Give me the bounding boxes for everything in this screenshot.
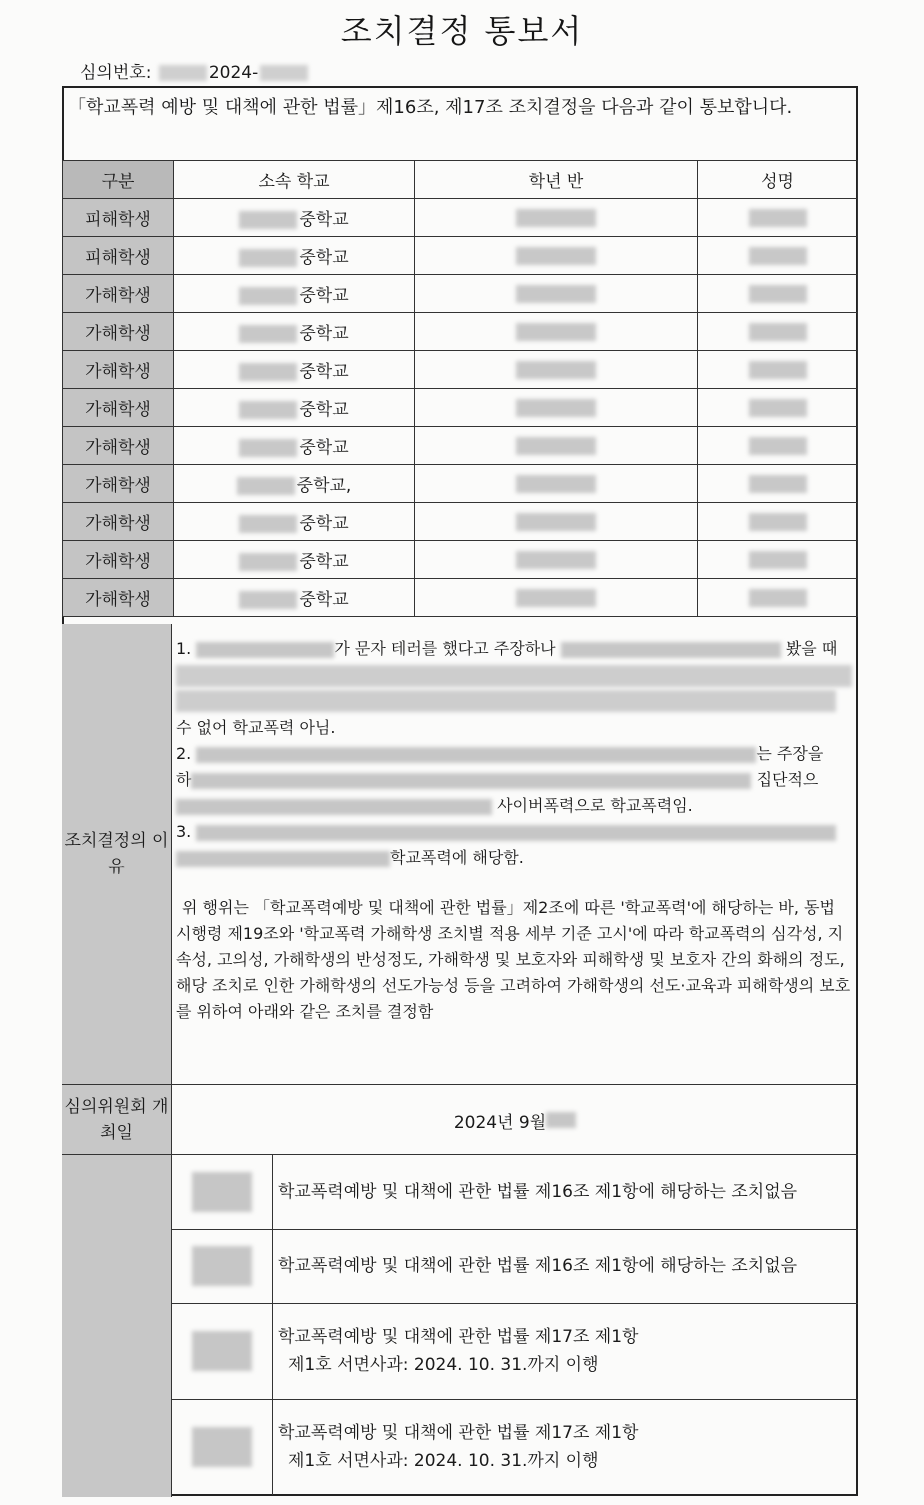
reason-item-2c xyxy=(176,793,852,819)
school-text: 중학교 xyxy=(299,438,349,458)
grade-cell xyxy=(415,389,698,427)
meeting-date xyxy=(172,1085,858,1155)
table-row xyxy=(63,237,858,275)
redacted-region xyxy=(192,1172,252,1212)
table-row xyxy=(63,313,858,351)
reason-item-2 xyxy=(176,741,852,767)
intro-text: 「학교폭력 예방 및 대책에 관한 법률」제16조, 제17조 조치결정을 다음과 같이 통보합니다. xyxy=(68,97,793,118)
redacted-region xyxy=(749,209,807,227)
school-text: 중학교 xyxy=(299,514,349,534)
category-cell: 가해학생 xyxy=(63,313,174,351)
meeting-label: 심의위원회 개최일 xyxy=(62,1085,172,1155)
name-cell xyxy=(698,199,858,237)
redacted-region xyxy=(749,437,807,455)
school-text: 중학교 xyxy=(299,552,349,572)
redacted-region xyxy=(239,515,297,533)
redacted-region xyxy=(196,825,836,841)
name-cell xyxy=(698,541,858,579)
redacted-region xyxy=(516,247,596,265)
measure-text xyxy=(278,1303,852,1399)
category-cell: 피해학생 xyxy=(63,237,174,275)
redacted-region xyxy=(516,209,596,227)
category-cell: 가해학생 xyxy=(63,465,174,503)
grade-cell xyxy=(415,199,698,237)
reason-text: 사이버폭력으로 학교폭력임. xyxy=(497,796,693,815)
redacted-region xyxy=(749,399,807,417)
name-cell xyxy=(698,351,858,389)
redacted-region xyxy=(176,665,852,687)
redacted-region xyxy=(749,323,807,341)
redacted-region xyxy=(196,642,334,658)
redacted-region xyxy=(561,642,781,658)
category-cell: 가해학생 xyxy=(63,427,174,465)
redacted-region xyxy=(239,363,297,381)
redacted-region xyxy=(239,439,297,457)
meeting-section xyxy=(62,1084,858,1155)
school-cell xyxy=(174,199,415,237)
school-cell xyxy=(174,465,415,503)
grade-cell xyxy=(415,503,698,541)
measure-text xyxy=(278,1155,852,1229)
measures-section xyxy=(62,1154,858,1497)
category-cell: 가해학생 xyxy=(63,503,174,541)
name-cell xyxy=(698,579,858,617)
redacted-region xyxy=(516,285,596,303)
school-text: 중학교 xyxy=(299,362,349,382)
table-row xyxy=(63,503,858,541)
redacted-region xyxy=(516,399,596,417)
redacted-region xyxy=(546,1112,576,1128)
school-text: 중학교 xyxy=(299,590,349,610)
name-cell xyxy=(698,389,858,427)
reason-summary: 위 행위는 「학교폭력예방 및 대책에 관한 법률」제2조에 따른 '학교폭력'에 해당하는 바, 동법 시행령 제19조와 '학교폭력 가해학생 조치별 적용 세부 기준 고시'에 따라 학교폭력의 심각성, 지속성, 고의성, 가해학생의 반성정도, 가해학생 및 보호자와 피해학생 및 보호자 간의 화해의 정도, 해당 조치로 인한 가해학생의 선도가능성 등을 고려하여 가해학생의 선도·교육과 피해학생의 보호를 위하여 아래와 같은 조치를 결정함 xyxy=(176,898,851,1021)
redacted-region xyxy=(516,323,596,341)
name-cell xyxy=(698,237,858,275)
redacted-region xyxy=(239,591,297,609)
redacted-region xyxy=(749,247,807,265)
header-school: 소속 학교 xyxy=(174,161,415,199)
redacted-region xyxy=(196,747,756,763)
grade-cell xyxy=(415,351,698,389)
table-row xyxy=(63,579,858,617)
docno-value: 2024- xyxy=(208,63,259,83)
redacted-region xyxy=(176,851,390,867)
category-cell: 가해학생 xyxy=(63,351,174,389)
reason-text: 봤을 때 xyxy=(785,639,838,658)
redacted-region xyxy=(239,249,297,267)
table-row xyxy=(63,351,858,389)
redacted-region xyxy=(516,475,596,493)
reason-text: 가 문자 테러를 했다고 주장하나 xyxy=(334,639,556,658)
grade-cell xyxy=(415,313,698,351)
measure-line: 학교폭력예방 및 대책에 관한 법률 제17조 제1항 xyxy=(278,1423,639,1443)
reason-text: 하 xyxy=(176,770,192,789)
name-cell xyxy=(698,465,858,503)
measure-row xyxy=(172,1399,858,1495)
redacted-region xyxy=(239,325,297,343)
school-text: 중학교 xyxy=(299,286,349,306)
school-cell xyxy=(174,427,415,465)
school-cell xyxy=(174,389,415,427)
school-text: 중학교 xyxy=(299,210,349,230)
redacted-region xyxy=(239,401,297,419)
school-cell xyxy=(174,351,415,389)
measure-line: 학교폭력예방 및 대책에 관한 법률 제16조 제1항에 해당하는 조치없음 xyxy=(278,1182,798,1202)
redacted-region xyxy=(749,589,807,607)
measure-line: 학교폭력예방 및 대책에 관한 법률 제17조 제1항 xyxy=(278,1327,639,1347)
redacted-region xyxy=(749,551,807,569)
redacted-region xyxy=(749,285,807,303)
measure-line: 학교폭력예방 및 대책에 관한 법률 제16조 제1항에 해당하는 조치없음 xyxy=(278,1256,798,1276)
grade-cell xyxy=(415,275,698,313)
measure-text xyxy=(278,1399,852,1495)
grade-cell xyxy=(415,427,698,465)
school-text: 중학교 xyxy=(299,400,349,420)
student-cell xyxy=(172,1229,273,1303)
reason-section xyxy=(62,624,858,1084)
redacted-region xyxy=(749,475,807,493)
measures-label xyxy=(62,1155,172,1497)
category-cell: 피해학생 xyxy=(63,199,174,237)
category-cell: 가해학생 xyxy=(63,579,174,617)
reason-item-2b xyxy=(176,767,852,793)
redacted-region xyxy=(191,773,751,789)
item-number: 3. xyxy=(176,822,192,841)
reason-text: 수 없어 학교폭력 아님. xyxy=(176,718,336,737)
redacted-region xyxy=(516,551,596,569)
student-table xyxy=(62,160,858,617)
redacted-region xyxy=(192,1331,252,1371)
table-row xyxy=(63,427,858,465)
redacted-region xyxy=(749,513,807,531)
name-cell xyxy=(698,313,858,351)
name-cell xyxy=(698,275,858,313)
redacted-region xyxy=(239,287,297,305)
reason-body xyxy=(176,636,852,1025)
table-row xyxy=(63,465,858,503)
category-cell: 가해학생 xyxy=(63,541,174,579)
redacted-region xyxy=(749,361,807,379)
redacted-region xyxy=(237,477,295,495)
redacted-region xyxy=(176,799,492,815)
measure-text xyxy=(278,1229,852,1303)
table-row xyxy=(63,275,858,313)
name-cell xyxy=(698,427,858,465)
redacted-region xyxy=(176,690,836,712)
grade-cell xyxy=(415,237,698,275)
redacted-region xyxy=(159,65,207,81)
redacted-region xyxy=(239,211,297,229)
measure-row xyxy=(172,1303,858,1400)
redacted-region xyxy=(516,513,596,531)
item-number: 1. xyxy=(176,639,192,658)
redacted-region xyxy=(239,553,297,571)
table-row xyxy=(63,389,858,427)
reason-item-3 xyxy=(176,819,852,845)
reason-label: 조치결정의 이유 xyxy=(62,624,172,1084)
table-header-row xyxy=(63,161,858,199)
reason-text: 는 주장을 xyxy=(756,744,824,763)
item-number: 2. xyxy=(176,744,192,763)
reason-item-1 xyxy=(176,636,852,662)
header-category: 구분 xyxy=(63,161,174,199)
name-cell xyxy=(698,503,858,541)
table-row xyxy=(63,199,858,237)
category-cell: 가해학생 xyxy=(63,389,174,427)
header-name: 성명 xyxy=(698,161,858,199)
grade-cell xyxy=(415,579,698,617)
school-cell xyxy=(174,541,415,579)
measure-line: 제1호 서면사과: 2024. 10. 31.까지 이행 xyxy=(288,1451,599,1471)
reason-text: 집단적으 xyxy=(756,770,819,789)
redacted-region xyxy=(192,1427,252,1467)
grade-cell xyxy=(415,541,698,579)
school-cell xyxy=(174,503,415,541)
school-cell xyxy=(174,275,415,313)
meeting-date-text: 2024년 9월 xyxy=(453,1112,547,1133)
redacted-region xyxy=(192,1246,252,1286)
redacted-region xyxy=(260,65,308,81)
student-cell xyxy=(172,1399,273,1495)
measure-row xyxy=(172,1155,858,1230)
docno-label: 심의번호: xyxy=(80,63,152,83)
student-cell xyxy=(172,1155,273,1229)
school-text: 중학교, xyxy=(296,476,352,496)
category-cell: 가해학생 xyxy=(63,275,174,313)
school-cell xyxy=(174,313,415,351)
grade-cell xyxy=(415,465,698,503)
redacted-region xyxy=(516,437,596,455)
table-row xyxy=(63,541,858,579)
redacted-region xyxy=(516,589,596,607)
measure-row xyxy=(172,1229,858,1304)
school-cell xyxy=(174,579,415,617)
header-grade: 학년 반 xyxy=(415,161,698,199)
docno-line xyxy=(80,58,310,83)
redacted-region xyxy=(516,361,596,379)
reason-item-3b xyxy=(176,845,852,871)
measure-line: 제1호 서면사과: 2024. 10. 31.까지 이행 xyxy=(288,1355,599,1375)
reason-text: 학교폭력에 해당함. xyxy=(390,848,524,867)
document-title: 조치결정 통보서 xyxy=(340,12,584,50)
school-text: 중학교 xyxy=(299,324,349,344)
school-cell xyxy=(174,237,415,275)
school-text: 중학교 xyxy=(299,248,349,268)
student-cell xyxy=(172,1303,273,1399)
